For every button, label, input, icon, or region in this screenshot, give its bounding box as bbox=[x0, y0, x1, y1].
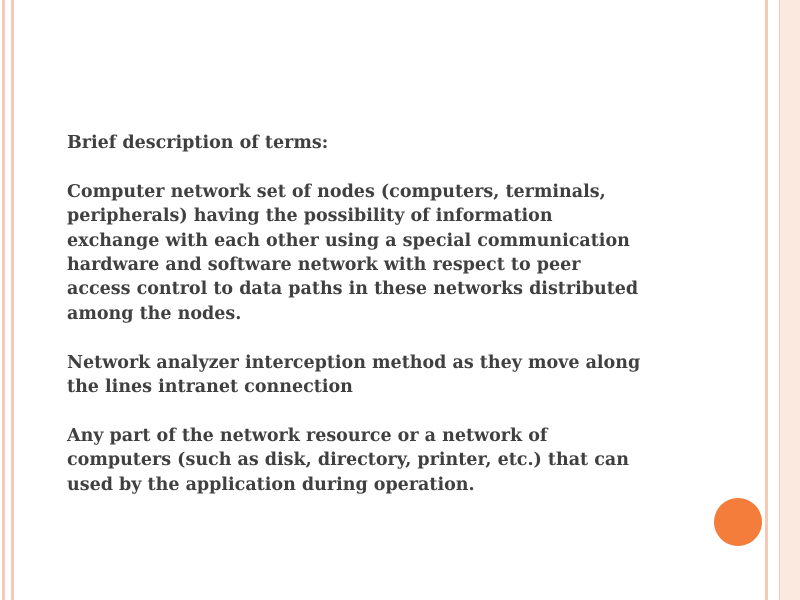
slide-heading: Brief description of terms: bbox=[67, 133, 329, 153]
text-line: Computer network set of nodes (computers, terminals, bbox=[67, 181, 606, 202]
spacer bbox=[67, 155, 707, 179]
text-line: the lines intranet connection bbox=[67, 377, 353, 398]
accent-circle bbox=[714, 498, 762, 546]
paragraph-computer-network bbox=[67, 180, 707, 326]
text-line: Network analyzer interception method as they move along bbox=[67, 352, 641, 373]
right-border-band bbox=[780, 0, 800, 600]
left-border-inner bbox=[11, 0, 14, 600]
left-border-outer bbox=[2, 0, 5, 600]
spacer bbox=[67, 326, 707, 350]
text-line: Any part of the network resource or a network of bbox=[67, 425, 548, 446]
text-line: among the nodes. bbox=[67, 303, 242, 324]
text-line: peripherals) having the possibility of information bbox=[67, 206, 553, 227]
slide-body bbox=[67, 131, 707, 497]
paragraph-network-resource bbox=[67, 424, 707, 497]
text-line: exchange with each other using a special communication bbox=[67, 230, 630, 251]
text-line: access control to data paths in these networks distributed bbox=[67, 279, 639, 300]
spacer bbox=[67, 399, 707, 423]
paragraph-network-analyzer bbox=[67, 351, 707, 400]
text-line: computers (such as disk, directory, printer, etc.) that can bbox=[67, 450, 629, 471]
text-line: hardware and software network with respect to peer bbox=[67, 255, 581, 276]
right-border-inner bbox=[765, 0, 768, 600]
text-line: used by the application during operation. bbox=[67, 474, 475, 495]
